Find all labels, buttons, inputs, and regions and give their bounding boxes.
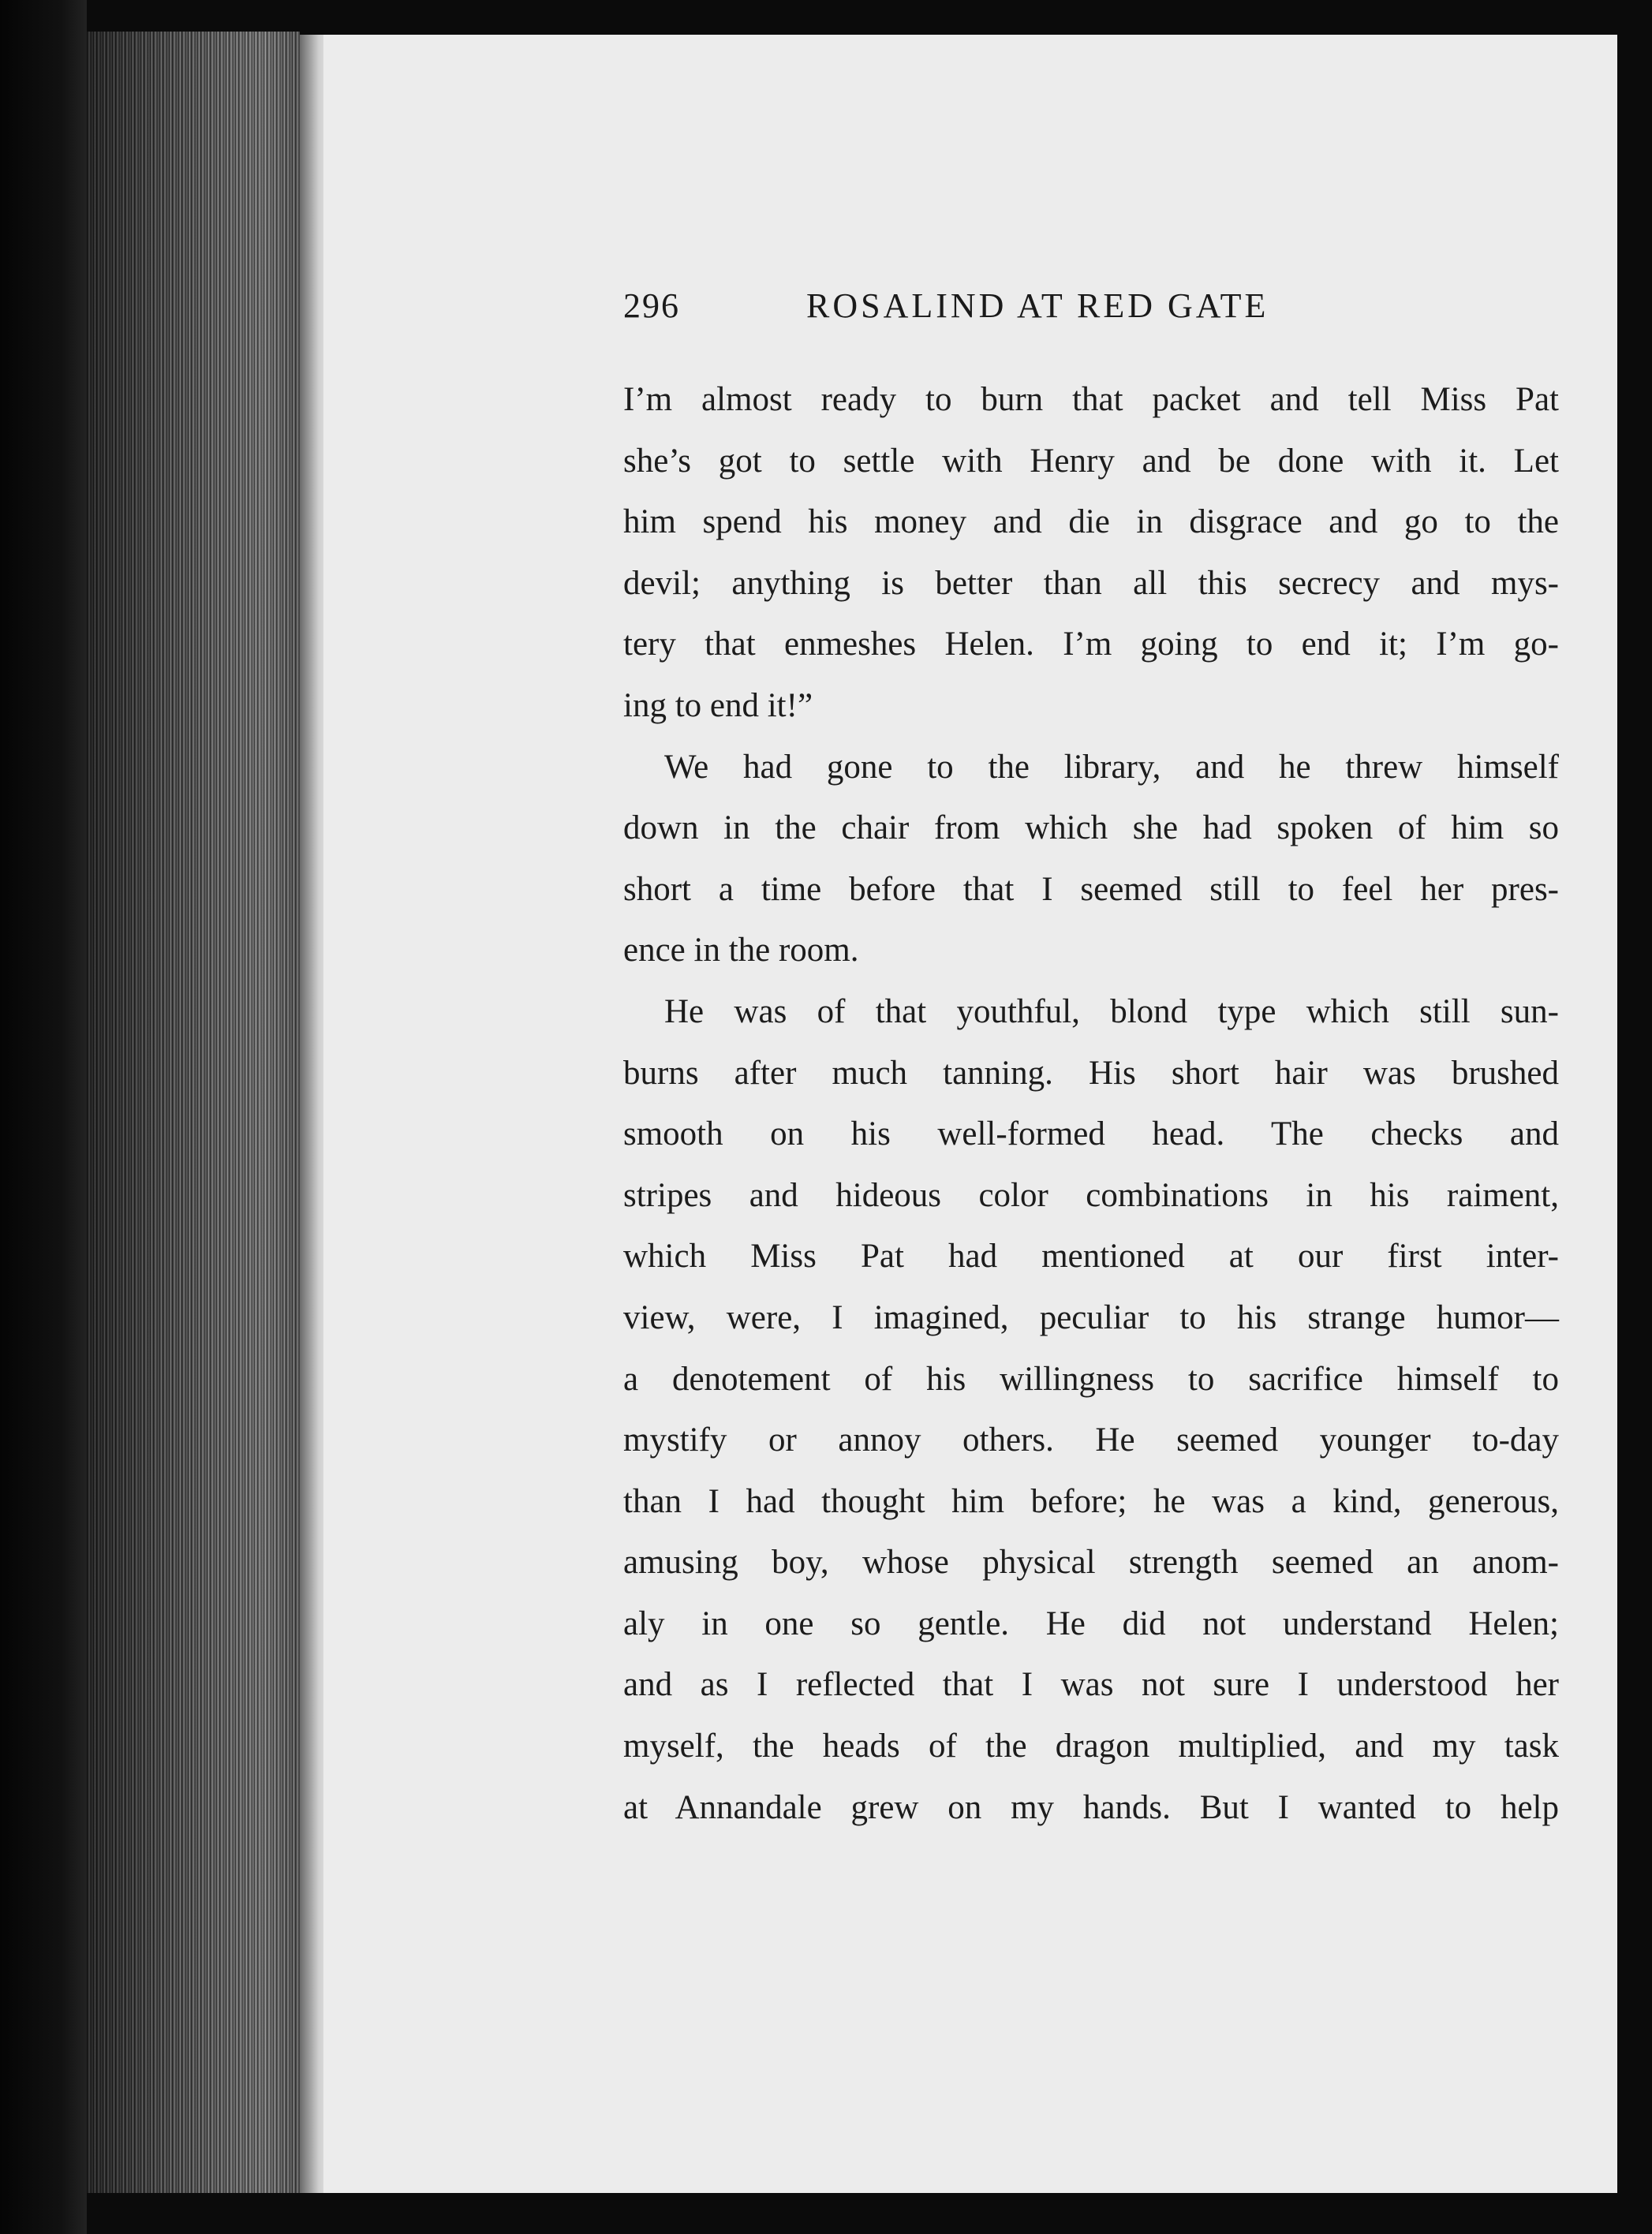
text-line: smooth on his well-formed head. The checks and xyxy=(623,1115,1559,1153)
scan-bottom-margin xyxy=(300,2193,1641,2234)
text-line: him spend his money and die in disgrace and go to the xyxy=(623,503,1559,541)
text-line: down in the chair from which she had spoken of him so xyxy=(623,809,1559,847)
text-line: view, were, I imagined, peculiar to his strange humor— xyxy=(623,1298,1559,1336)
text-line: which Miss Pat had mentioned at our first inter- xyxy=(623,1238,1559,1276)
text-line: He was of that youthful, blond type which still sun- xyxy=(664,992,1559,1030)
scan-left-margin xyxy=(0,0,87,2234)
text-line: short a time before that I seemed still to feel her pres- xyxy=(623,870,1559,908)
text-line: myself, the heads of the dragon multiplied, and my task xyxy=(623,1728,1559,1765)
text-line: burns after much tanning. His short hair was brushed xyxy=(623,1054,1559,1092)
text-line: she’s got to settle with Henry and be done with it. Let xyxy=(623,442,1559,480)
running-header xyxy=(623,286,1381,326)
page-number: 296 xyxy=(623,286,680,325)
text-line: a denotement of his willingness to sacrifice himself to xyxy=(623,1360,1559,1398)
page-body xyxy=(623,369,1559,1838)
scan-right-margin xyxy=(1617,0,1652,2234)
text-line: devil; anything is better than all this secrecy and mys- xyxy=(623,564,1559,602)
text-line: and as I reflected that I was not sure I understood her xyxy=(623,1666,1559,1704)
text-line: at Annandale grew on my hands. But I wanted to help xyxy=(623,1788,1559,1826)
running-title: ROSALIND AT RED GATE xyxy=(806,286,1269,325)
text-line: ing to end it!” xyxy=(623,686,813,724)
text-line: amusing boy, whose physical strength seemed an anom- xyxy=(623,1544,1559,1582)
text-line: mystify or annoy others. He seemed younger to-day xyxy=(623,1421,1559,1459)
text-line: We had gone to the library, and he threw himself xyxy=(664,748,1559,786)
text-line: stripes and hideous color combinations in his raiment, xyxy=(623,1176,1559,1214)
book-page-edges xyxy=(87,32,323,2193)
text-line: aly in one so gentle. He did not understand Helen; xyxy=(623,1605,1559,1642)
text-line: tery that enmeshes Helen. I’m going to end it; I’m go- xyxy=(623,626,1559,663)
text-line: than I had thought him before; he was a kind, generous, xyxy=(623,1482,1559,1520)
text-line: ence in the room. xyxy=(623,932,859,969)
scan-top-margin xyxy=(300,0,1641,35)
text-line: I’m almost ready to burn that packet and tell Miss Pat xyxy=(623,381,1559,418)
